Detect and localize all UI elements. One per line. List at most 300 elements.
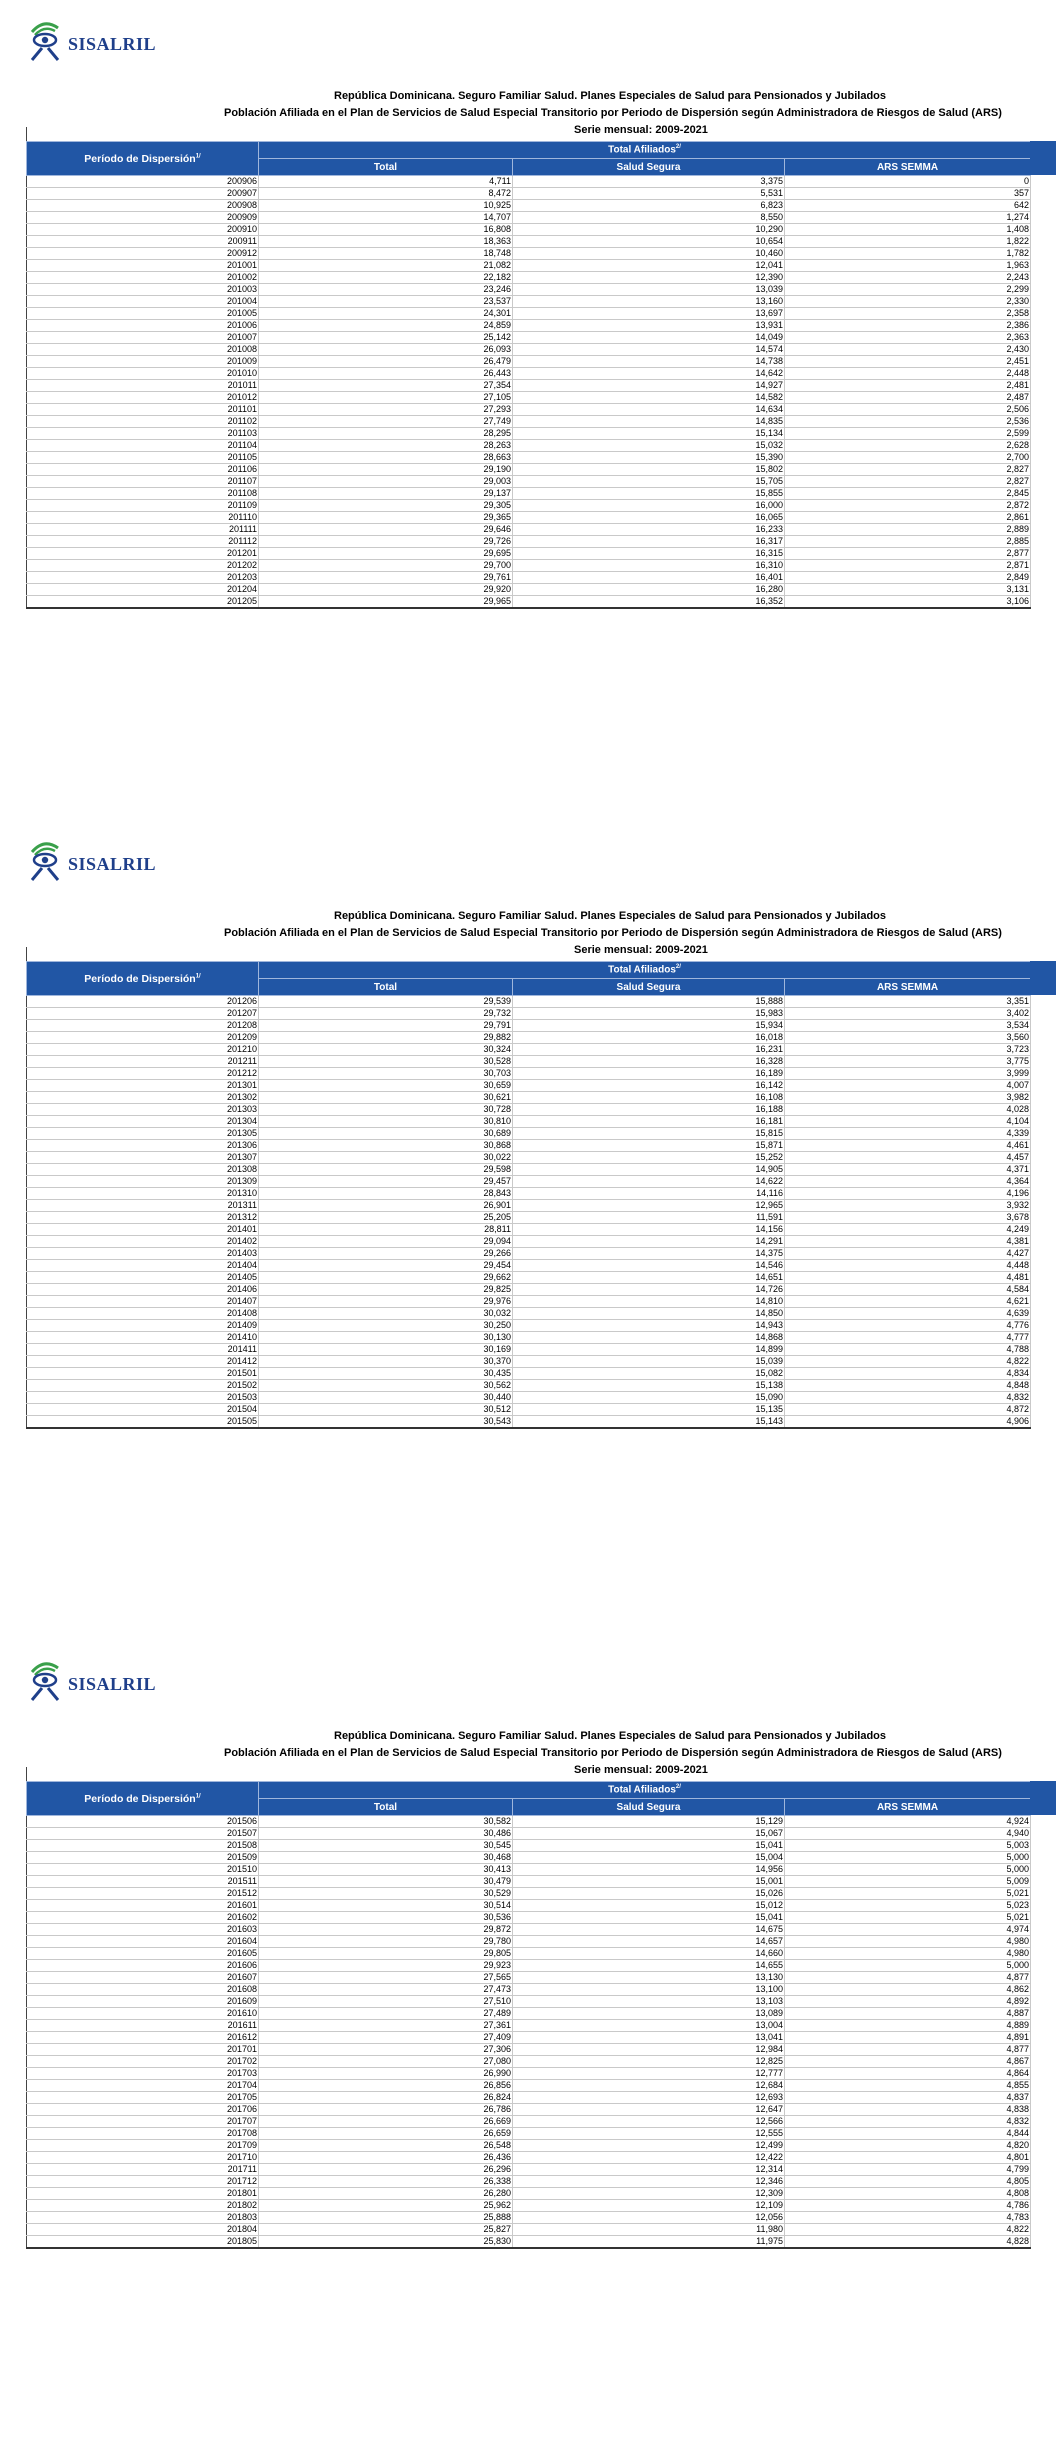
table-row: [27, 212, 1031, 224]
data-table-wrapper: [26, 961, 1056, 1429]
period-cell: 201603: [27, 1924, 259, 1936]
ars-semma-cell: 2,358: [785, 308, 1031, 320]
salud-segura-cell: 13,697: [513, 308, 785, 320]
period-cell: 201608: [27, 1984, 259, 1996]
period-header: Período de Dispersión$^{1/}$: [27, 962, 259, 996]
ars-semma-cell: 4,892: [785, 1996, 1031, 2008]
period-cell: 201307: [27, 1152, 259, 1164]
salud-segura-cell: 14,049: [513, 332, 785, 344]
total-cell: 30,130: [259, 1332, 513, 1344]
period-cell: 201505: [27, 1416, 259, 1429]
total-cell: 30,868: [259, 1140, 513, 1152]
report-subtitle: Población Afiliada en el Plan de Servicios de Salud Especial Transitorio por Periodo de Dispersión según Administradora de Riesgos de Salud (ARS): [224, 927, 1002, 939]
period-cell: 201111: [27, 524, 259, 536]
total-cell: 28,811: [259, 1224, 513, 1236]
salud-segura-cell: 16,188: [513, 1104, 785, 1116]
table-row: [27, 2140, 1031, 2152]
salud-segura-cell: 16,189: [513, 1068, 785, 1080]
salud-segura-cell: 10,290: [513, 224, 785, 236]
ars-semma-cell: 2,363: [785, 332, 1031, 344]
total-cell: 25,205: [259, 1212, 513, 1224]
table-row: [27, 1044, 1031, 1056]
ars-semma-cell: 4,028: [785, 1104, 1031, 1116]
ars-semma-cell: 4,777: [785, 1332, 1031, 1344]
salud-segura-cell: 14,738: [513, 356, 785, 368]
report-subtitle: Población Afiliada en el Plan de Servicios de Salud Especial Transitorio por Periodo de Dispersión según Administradora de Riesgos de Salud (ARS): [224, 107, 1002, 119]
ars-semma-cell: 4,776: [785, 1320, 1031, 1332]
total-cell: 26,280: [259, 2188, 513, 2200]
table-row: [27, 1996, 1031, 2008]
total-cell: 29,695: [259, 548, 513, 560]
period-cell: 201707: [27, 2116, 259, 2128]
salud-segura-cell: 14,375: [513, 1248, 785, 1260]
salud-segura-cell: 12,965: [513, 1200, 785, 1212]
period-header: Período de Dispersión$^{1/}$: [27, 142, 259, 176]
table-row: [27, 1972, 1031, 1984]
salud-segura-cell: 16,108: [513, 1092, 785, 1104]
table-row: [27, 2068, 1031, 2080]
salud-segura-cell: 13,100: [513, 1984, 785, 1996]
period-cell: 201501: [27, 1368, 259, 1380]
affiliates-table: [26, 141, 1031, 609]
table-row: [27, 1188, 1031, 1200]
period-cell: 201706: [27, 2104, 259, 2116]
salud-segura-cell: 11,591: [513, 1212, 785, 1224]
total-cell: 30,562: [259, 1380, 513, 1392]
total-cell: 30,528: [259, 1056, 513, 1068]
total-cell: 26,338: [259, 2176, 513, 2188]
salud-segura-cell: 15,855: [513, 488, 785, 500]
period-cell: 201105: [27, 452, 259, 464]
ars-semma-cell: 4,838: [785, 2104, 1031, 2116]
table-row: [27, 320, 1031, 332]
period-cell: 201709: [27, 2140, 259, 2152]
salud-segura-cell: 16,401: [513, 572, 785, 584]
total-cell: 26,856: [259, 2080, 513, 2092]
table-row: [27, 2032, 1031, 2044]
period-cell: 201011: [27, 380, 259, 392]
period-cell: 201610: [27, 2008, 259, 2020]
total-cell: 28,295: [259, 428, 513, 440]
total-afiliados-header: Total Afiliados$^{2/}$: [259, 142, 1031, 159]
logo-emblem-icon: [28, 18, 70, 62]
salud-segura-cell: 15,001: [513, 1876, 785, 1888]
header-band-extension: [1030, 141, 1056, 175]
ars-semma-cell: 4,805: [785, 2176, 1031, 2188]
period-cell: 201301: [27, 1080, 259, 1092]
period-cell: 201606: [27, 1960, 259, 1972]
salud-segura-cell: 15,135: [513, 1404, 785, 1416]
period-cell: 201503: [27, 1392, 259, 1404]
salud-segura-cell: 14,622: [513, 1176, 785, 1188]
table-row: [27, 1116, 1031, 1128]
logo-emblem-icon: [28, 838, 70, 882]
total-cell: 10,925: [259, 200, 513, 212]
ars-semma-cell: 4,889: [785, 2020, 1031, 2032]
ars-semma-cell: 2,430: [785, 344, 1031, 356]
salud-segura-cell: 12,056: [513, 2212, 785, 2224]
salud-segura-cell: 15,129: [513, 1816, 785, 1828]
total-column-header: Total: [259, 1799, 513, 1816]
salud-segura-cell: 14,726: [513, 1284, 785, 1296]
ars-semma-cell: 4,974: [785, 1924, 1031, 1936]
report-titles: [0, 88, 1056, 139]
ars-semma-cell: 3,678: [785, 1212, 1031, 1224]
table-row: [27, 2236, 1031, 2249]
table-row: [27, 392, 1031, 404]
table-row: [27, 572, 1031, 584]
table-row: [27, 296, 1031, 308]
period-cell: 201605: [27, 1948, 259, 1960]
salud-segura-cell: 14,634: [513, 404, 785, 416]
table-row: [27, 2056, 1031, 2068]
ars-semma-cell: 4,872: [785, 1404, 1031, 1416]
ars-semma-cell: 3,351: [785, 996, 1031, 1008]
data-table-wrapper: [26, 1781, 1056, 2249]
period-cell: 201509: [27, 1852, 259, 1864]
ars-semma-cell: 4,940: [785, 1828, 1031, 1840]
ars-semma-cell: 4,832: [785, 2116, 1031, 2128]
ars-semma-cell: 2,599: [785, 428, 1031, 440]
period-cell: 201003: [27, 284, 259, 296]
table-row: [27, 404, 1031, 416]
salud-segura-cell: 13,041: [513, 2032, 785, 2044]
period-cell: 201612: [27, 2032, 259, 2044]
salud-segura-cell: 16,280: [513, 584, 785, 596]
period-cell: 200909: [27, 212, 259, 224]
ars-semma-cell: 3,106: [785, 596, 1031, 609]
salud-segura-cell: 15,138: [513, 1380, 785, 1392]
period-cell: 201602: [27, 1912, 259, 1924]
table-row: [27, 1332, 1031, 1344]
total-cell: 26,659: [259, 2128, 513, 2140]
period-cell: 201204: [27, 584, 259, 596]
period-cell: 201302: [27, 1092, 259, 1104]
salud-segura-cell: 15,802: [513, 464, 785, 476]
ars-semma-cell: 4,867: [785, 2056, 1031, 2068]
table-row: [27, 308, 1031, 320]
logo-text: SISALRIL: [68, 1674, 157, 1694]
salud-segura-cell: 16,142: [513, 1080, 785, 1092]
period-cell: 201508: [27, 1840, 259, 1852]
ars-semma-cell: 4,801: [785, 2152, 1031, 2164]
ars-semma-cell: 4,007: [785, 1080, 1031, 1092]
ars-semma-cell: 1,408: [785, 224, 1031, 236]
ars-semma-cell: 3,131: [785, 584, 1031, 596]
salud-segura-cell: 12,693: [513, 2092, 785, 2104]
period-cell: 201206: [27, 996, 259, 1008]
ars-semma-cell: 4,104: [785, 1116, 1031, 1128]
table-row: [27, 1888, 1031, 1900]
ars-semma-cell: 2,885: [785, 536, 1031, 548]
salud-segura-cell: 16,317: [513, 536, 785, 548]
salud-segura-cell: 14,943: [513, 1320, 785, 1332]
total-cell: 27,080: [259, 2056, 513, 2068]
table-row: [27, 476, 1031, 488]
table-row: [27, 2080, 1031, 2092]
salud-segura-cell: 11,980: [513, 2224, 785, 2236]
salud-segura-cell: 12,555: [513, 2128, 785, 2140]
period-cell: 201112: [27, 536, 259, 548]
salud-segura-column-header: Salud Segura: [513, 979, 785, 996]
header-band-extension: [1030, 1781, 1056, 1815]
table-row: [27, 1924, 1031, 1936]
ars-semma-column-header: ARS SEMMA: [785, 979, 1031, 996]
salud-segura-cell: 12,422: [513, 2152, 785, 2164]
total-cell: 29,266: [259, 1248, 513, 1260]
ars-semma-cell: 5,003: [785, 1840, 1031, 1852]
total-cell: 23,537: [259, 296, 513, 308]
ars-semma-cell: 3,982: [785, 1092, 1031, 1104]
salud-segura-cell: 14,574: [513, 344, 785, 356]
ars-semma-cell: 4,788: [785, 1344, 1031, 1356]
salud-segura-cell: 3,375: [513, 176, 785, 188]
table-row: [27, 2104, 1031, 2116]
salud-segura-cell: 14,582: [513, 392, 785, 404]
ars-semma-cell: 4,844: [785, 2128, 1031, 2140]
total-cell: 29,923: [259, 1960, 513, 1972]
total-cell: 28,843: [259, 1188, 513, 1200]
period-cell: 201409: [27, 1320, 259, 1332]
ars-semma-cell: 4,980: [785, 1936, 1031, 1948]
salud-segura-cell: 15,888: [513, 996, 785, 1008]
logo-emblem-icon: [28, 1658, 70, 1702]
total-cell: 30,250: [259, 1320, 513, 1332]
ars-semma-cell: 4,832: [785, 1392, 1031, 1404]
salud-segura-cell: 15,090: [513, 1392, 785, 1404]
ars-semma-cell: 357: [785, 188, 1031, 200]
salud-segura-cell: 14,546: [513, 1260, 785, 1272]
period-cell: 201311: [27, 1200, 259, 1212]
salud-segura-cell: 14,156: [513, 1224, 785, 1236]
ars-semma-cell: 2,861: [785, 512, 1031, 524]
table-row: [27, 2020, 1031, 2032]
total-cell: 18,748: [259, 248, 513, 260]
period-cell: 201210: [27, 1044, 259, 1056]
report-title: República Dominicana. Seguro Familiar Salud. Planes Especiales de Salud para Pensionados y Jubilados: [334, 1730, 887, 1742]
total-cell: 25,142: [259, 332, 513, 344]
period-cell: 201702: [27, 2056, 259, 2068]
total-column-header: Total: [259, 979, 513, 996]
period-cell: 201502: [27, 1380, 259, 1392]
salud-segura-cell: 15,815: [513, 1128, 785, 1140]
total-cell: 29,137: [259, 488, 513, 500]
total-afiliados-header: Total Afiliados$^{2/}$: [259, 1782, 1031, 1799]
sisalril-logo: [28, 18, 168, 62]
period-cell: 201102: [27, 416, 259, 428]
ars-semma-cell: 4,828: [785, 2236, 1031, 2249]
total-cell: 30,659: [259, 1080, 513, 1092]
ars-semma-cell: 2,827: [785, 476, 1031, 488]
salud-segura-cell: 13,089: [513, 2008, 785, 2020]
total-cell: 30,545: [259, 1840, 513, 1852]
total-cell: 26,990: [259, 2068, 513, 2080]
period-cell: 201504: [27, 1404, 259, 1416]
period-cell: 201407: [27, 1296, 259, 1308]
total-cell: 26,296: [259, 2164, 513, 2176]
total-cell: 27,105: [259, 392, 513, 404]
total-cell: 29,365: [259, 512, 513, 524]
period-cell: 200912: [27, 248, 259, 260]
salud-segura-cell: 15,026: [513, 1888, 785, 1900]
ars-semma-cell: 2,299: [785, 284, 1031, 296]
total-cell: 29,539: [259, 996, 513, 1008]
ars-semma-cell: 5,021: [785, 1912, 1031, 1924]
period-cell: 200911: [27, 236, 259, 248]
total-cell: 27,409: [259, 2032, 513, 2044]
period-cell: 201701: [27, 2044, 259, 2056]
total-cell: 14,707: [259, 212, 513, 224]
ars-semma-cell: 2,386: [785, 320, 1031, 332]
salud-segura-cell: 5,531: [513, 188, 785, 200]
table-row: [27, 428, 1031, 440]
table-row: [27, 368, 1031, 380]
table-row: [27, 1948, 1031, 1960]
total-cell: 27,510: [259, 1996, 513, 2008]
total-cell: 30,536: [259, 1912, 513, 1924]
table-row: [27, 1828, 1031, 1840]
ars-semma-cell: 4,639: [785, 1308, 1031, 1320]
ars-semma-cell: 2,536: [785, 416, 1031, 428]
total-cell: 27,489: [259, 2008, 513, 2020]
salud-segura-cell: 14,116: [513, 1188, 785, 1200]
total-cell: 26,436: [259, 2152, 513, 2164]
ars-semma-cell: 4,855: [785, 2080, 1031, 2092]
ars-semma-cell: 4,783: [785, 2212, 1031, 2224]
report-page: [0, 820, 1056, 1640]
period-cell: 201804: [27, 2224, 259, 2236]
period-cell: 201101: [27, 404, 259, 416]
ars-semma-cell: 4,822: [785, 2224, 1031, 2236]
salud-segura-cell: 16,065: [513, 512, 785, 524]
report-series: Serie mensual: 2009-2021: [574, 124, 708, 136]
salud-segura-cell: 12,684: [513, 2080, 785, 2092]
total-cell: 30,440: [259, 1392, 513, 1404]
table-row: [27, 332, 1031, 344]
period-cell: 201410: [27, 1332, 259, 1344]
salud-segura-cell: 14,868: [513, 1332, 785, 1344]
table-row: [27, 488, 1031, 500]
table-row: [27, 452, 1031, 464]
period-cell: 201109: [27, 500, 259, 512]
ars-semma-cell: 5,000: [785, 1864, 1031, 1876]
period-cell: 201507: [27, 1828, 259, 1840]
ars-semma-cell: 5,023: [785, 1900, 1031, 1912]
ars-semma-cell: 4,371: [785, 1164, 1031, 1176]
table-row: [27, 524, 1031, 536]
total-cell: 29,003: [259, 476, 513, 488]
salud-segura-cell: 12,647: [513, 2104, 785, 2116]
ars-semma-cell: 2,487: [785, 392, 1031, 404]
report-page: [0, 1640, 1056, 2458]
ars-semma-cell: 5,000: [785, 1960, 1031, 1972]
report-series: Serie mensual: 2009-2021: [574, 1764, 708, 1776]
total-cell: 30,529: [259, 1888, 513, 1900]
ars-semma-cell: 3,560: [785, 1032, 1031, 1044]
ars-semma-cell: 4,820: [785, 2140, 1031, 2152]
total-cell: 29,646: [259, 524, 513, 536]
ars-semma-cell: 4,924: [785, 1816, 1031, 1828]
table-row: [27, 1092, 1031, 1104]
table-row: [27, 1320, 1031, 1332]
ars-semma-cell: 5,021: [785, 1888, 1031, 1900]
salud-segura-cell: 15,067: [513, 1828, 785, 1840]
table-row: [27, 560, 1031, 572]
period-cell: 201411: [27, 1344, 259, 1356]
total-cell: 29,454: [259, 1260, 513, 1272]
ars-semma-cell: 3,999: [785, 1068, 1031, 1080]
period-cell: 201006: [27, 320, 259, 332]
salud-segura-cell: 14,660: [513, 1948, 785, 1960]
table-row: [27, 248, 1031, 260]
ars-semma-cell: 2,871: [785, 560, 1031, 572]
total-cell: 23,246: [259, 284, 513, 296]
table-row: [27, 464, 1031, 476]
ars-semma-cell: 4,877: [785, 1972, 1031, 1984]
ars-semma-cell: 3,723: [785, 1044, 1031, 1056]
table-row: [27, 224, 1031, 236]
total-cell: 30,703: [259, 1068, 513, 1080]
total-cell: 30,512: [259, 1404, 513, 1416]
ars-semma-cell: 4,427: [785, 1248, 1031, 1260]
period-cell: 201704: [27, 2080, 259, 2092]
total-cell: 29,805: [259, 1948, 513, 1960]
table-row: [27, 2212, 1031, 2224]
table-row: [27, 1380, 1031, 1392]
period-cell: 201203: [27, 572, 259, 584]
period-cell: 201511: [27, 1876, 259, 1888]
total-cell: 30,689: [259, 1128, 513, 1140]
table-row: [27, 380, 1031, 392]
total-cell: 27,354: [259, 380, 513, 392]
salud-segura-cell: 15,004: [513, 1852, 785, 1864]
period-cell: 201309: [27, 1176, 259, 1188]
report-series: Serie mensual: 2009-2021: [574, 944, 708, 956]
ars-semma-cell: 1,822: [785, 236, 1031, 248]
period-cell: 201803: [27, 2212, 259, 2224]
total-cell: 30,514: [259, 1900, 513, 1912]
salud-segura-cell: 14,651: [513, 1272, 785, 1284]
period-cell: 201703: [27, 2068, 259, 2080]
ars-semma-cell: 2,506: [785, 404, 1031, 416]
period-cell: 201512: [27, 1888, 259, 1900]
table-row: [27, 344, 1031, 356]
ars-semma-cell: 4,862: [785, 1984, 1031, 1996]
table-row: [27, 1852, 1031, 1864]
ars-semma-cell: 2,877: [785, 548, 1031, 560]
total-cell: 27,361: [259, 2020, 513, 2032]
total-cell: 29,791: [259, 1020, 513, 1032]
total-cell: 25,827: [259, 2224, 513, 2236]
ars-semma-cell: 4,848: [785, 1380, 1031, 1392]
salud-segura-cell: 13,130: [513, 1972, 785, 1984]
total-cell: 28,263: [259, 440, 513, 452]
ars-semma-cell: 5,009: [785, 1876, 1031, 1888]
total-column-header: Total: [259, 159, 513, 176]
table-row: [27, 548, 1031, 560]
ars-semma-cell: 2,451: [785, 356, 1031, 368]
total-cell: 29,882: [259, 1032, 513, 1044]
report-title: República Dominicana. Seguro Familiar Salud. Planes Especiales de Salud para Pensionados y Jubilados: [334, 90, 887, 102]
total-cell: 29,732: [259, 1008, 513, 1020]
table-row: [27, 2224, 1031, 2236]
total-cell: 30,621: [259, 1092, 513, 1104]
salud-segura-cell: 12,041: [513, 260, 785, 272]
period-cell: 200907: [27, 188, 259, 200]
total-cell: 24,301: [259, 308, 513, 320]
period-cell: 201408: [27, 1308, 259, 1320]
total-cell: 27,749: [259, 416, 513, 428]
